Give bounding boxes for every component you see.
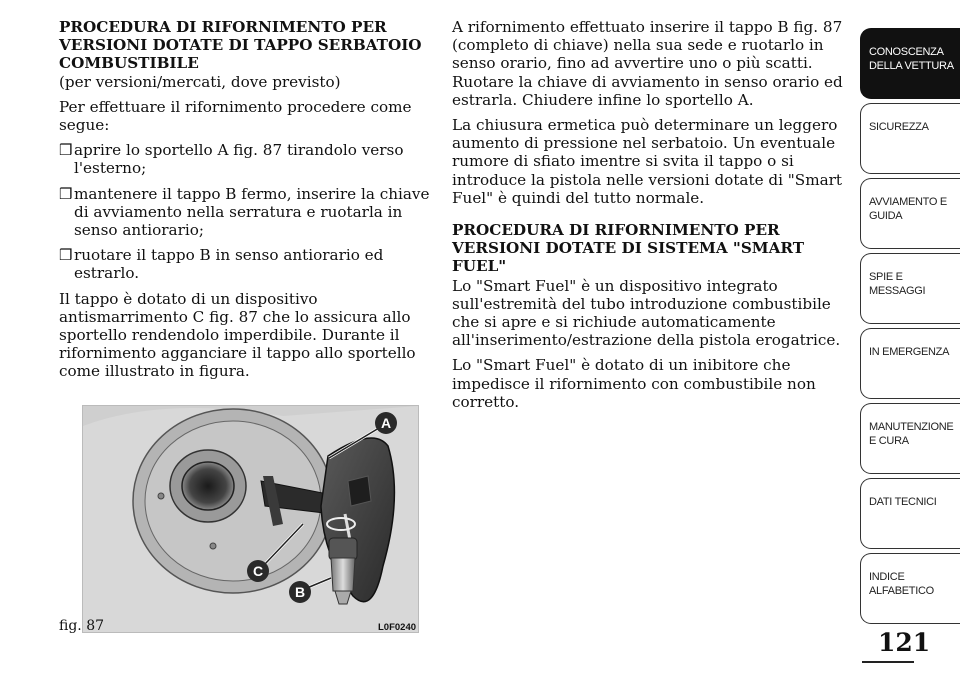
checkbox-bullet-icon: ❒ <box>59 246 73 265</box>
antismarrimento-paragraph: Il tappo è dotato di un dispositivo antismarrimento C fig. 87 che lo assicura allo sportello rendendolo imperdibile. Durante il rifornimento agganciare il tappo allo sportello come illustrato in figura. <box>59 289 416 381</box>
bullet-text: aprire lo sportello A fig. 87 tirandolo verso l'esterno; <box>74 141 404 178</box>
figure-code: L0F0240 <box>378 622 417 633</box>
section-subheading: (per versioni/mercati, dove previsto) <box>59 72 341 91</box>
bullet-text: ruotare il tappo B in senso antiorario ed estrarlo. <box>74 246 384 283</box>
tab-label: AVVIAMENTO E GUIDA <box>869 196 947 222</box>
smart-fuel-paragraph: Lo "Smart Fuel" è un dispositivo integrato sull'estremità del tubo introduzione combustibile che si apre e si richiude automaticamente all'inserimento/estrazione della pistola erogatrice. <box>452 276 841 350</box>
bullet-item <box>59 141 437 177</box>
tab-sicurezza[interactable] <box>860 103 960 174</box>
page-number-underline <box>862 661 914 663</box>
tab-spie-e-messaggi[interactable] <box>860 253 960 324</box>
tab-dati-tecnici[interactable] <box>860 478 960 549</box>
section-heading-smart-fuel: PROCEDURA DI RIFORNIMENTO PER VERSIONI DOTATE DI SISTEMA "SMART FUEL" <box>452 221 805 276</box>
after-refuel-paragraph: A rifornimento effettuato inserire il tappo B fig. 87 (completo di chiave) nella sua sede e ruotarlo in senso orario, fino ad avvertire uno o più scatti. Ruotare la chiave di avviamento in senso orario ed estrarla. Chiudere infine lo sportello A. <box>452 18 843 109</box>
tab-label: MANUTENZIONE E CURA <box>869 421 954 447</box>
figure-caption: fig. 87 <box>59 618 105 634</box>
figure-label-b: B <box>294 584 306 600</box>
bullet-item <box>59 246 437 282</box>
tab-label: SICUREZZA <box>869 121 929 133</box>
figure-label-a: A <box>380 415 392 431</box>
inhibitor-paragraph: Lo "Smart Fuel" è dotato di un inibitore che impedisce il rifornimento con combustibile non corretto. <box>452 356 816 411</box>
tab-in-emergenza[interactable] <box>860 328 960 399</box>
fuel-cap-illustration <box>83 406 418 632</box>
checkbox-bullet-icon: ❒ <box>59 184 73 203</box>
tab-label: CONOSCENZA DELLA VETTURA <box>869 46 954 72</box>
tab-label: INDICE ALFABETICO <box>869 571 934 597</box>
tab-label: DATI TECNICI <box>869 496 937 508</box>
bullet-text: mantenere il tappo B fermo, inserire la chiave di avviamento nella serratura e ruotarla in senso antiorario; <box>74 184 430 240</box>
right-column <box>452 18 844 418</box>
intro-paragraph: Per effettuare il rifornimento procedere come segue: <box>59 97 412 135</box>
tab-conoscenza-della-vettura[interactable] <box>860 28 960 99</box>
tab-manutenzione-e-cura[interactable] <box>860 403 960 474</box>
tab-label: IN EMERGENZA <box>869 346 950 358</box>
figure-label-c: C <box>252 563 264 579</box>
bullet-item <box>59 185 437 240</box>
left-column <box>59 18 437 388</box>
tab-avviamento-e-guida[interactable] <box>860 178 960 249</box>
fuel-cap-figure <box>82 405 419 633</box>
pressure-paragraph: La chiusura ermetica può determinare un leggero aumento di pressione nel serbatoio. Un eventuale rumore di sfiato imentre si svita il tappo o si introduce la pistola nelle versioni dotate di "Smart Fuel" è quindi del tutto normale. <box>452 116 843 207</box>
tab-label: SPIE E MESSAGGI <box>869 271 926 297</box>
checkbox-bullet-icon: ❒ <box>59 141 73 160</box>
section-heading-tappo: PROCEDURA DI RIFORNIMENTO PER VERSIONI DOTATE DI TAPPO SERBATOIO COMBUSTIBILE <box>59 18 422 73</box>
page-number: 121 <box>878 628 931 657</box>
tab-indice-alfabetico[interactable] <box>860 553 960 624</box>
